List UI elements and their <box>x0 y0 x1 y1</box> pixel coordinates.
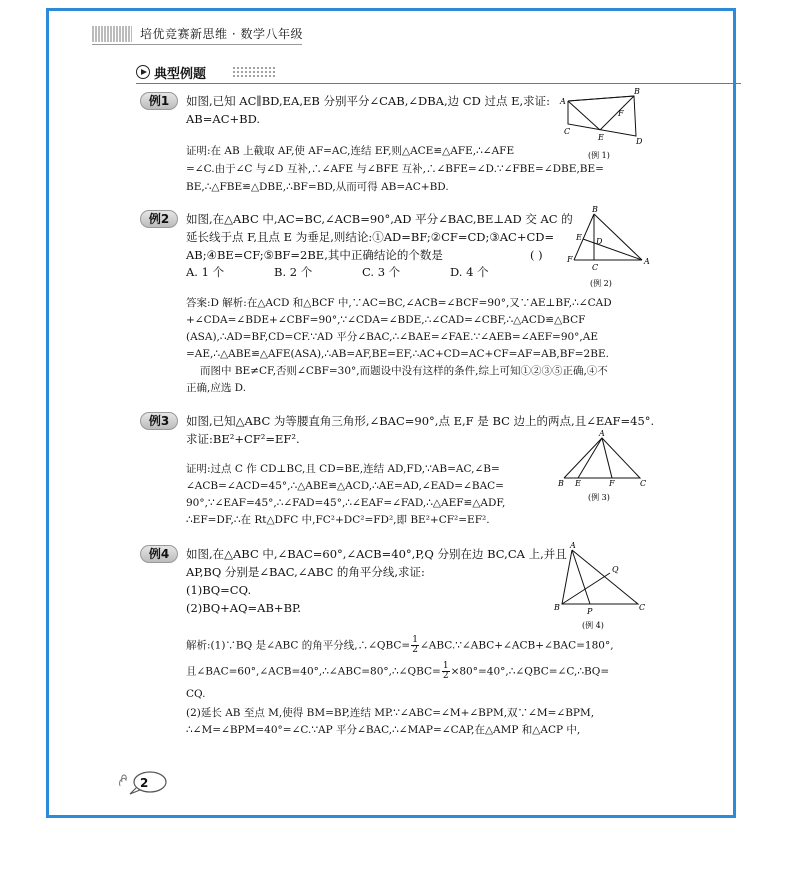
ex2-label-c: C <box>592 263 599 272</box>
ex2-label-d: D <box>596 237 603 246</box>
ex4-fraction-2-num: 1 <box>442 661 449 671</box>
ex3-proof-line-2: ∠ACB=∠ACD=45°,∴△ABE≌△ACD,∴AE=AD,∠EAD=∠BAC= <box>186 480 504 492</box>
page-number: 2 <box>140 776 149 790</box>
ex4-solution-line-4: (2)延长 AB 至点 M,使得 BM=BP,连结 MP.∵∠ABC=∠M+∠BPM,双∵∠M=∠BPM, <box>186 707 595 719</box>
ex1-proof-line-1: 证明:在 AB 上截取 AF,使 AF=AC,连结 EF,则△ACE≌△AFE,∴∠AFE <box>186 145 515 157</box>
ex4-fraction-half-1 <box>411 636 419 655</box>
section-dots <box>232 66 276 78</box>
ex2-option-c: C. 3 个 <box>362 265 401 279</box>
section-rule <box>136 83 741 84</box>
ex1-caption: (例 1) <box>588 151 610 160</box>
ex2-question-line-3: AB;④BE=CF;⑤BF=2BE,其中正确结论的个数是 <box>186 248 443 262</box>
ex4-label-a: A <box>570 541 576 550</box>
header-title: 培优竞赛新思维 · 数学八年级 <box>140 27 303 41</box>
ex3-question-line-1: 如图,已知△ABC 为等腰直角三角形,∠BAC=90°,点 E,F 是 BC 边上的两点,且∠EAF=45°. <box>186 414 655 428</box>
ex4-solution-line-2b: ×80°=40°,∴∠QBC=∠C,∴BQ= <box>450 665 610 678</box>
ex4-fraction-1-num: 1 <box>412 635 418 645</box>
ex1-label-a: A <box>560 97 566 106</box>
ex2-option-a: A. 1 个 <box>186 265 225 279</box>
ex2-analysis-line-2: +∠CDA=∠BDE+∠CBF=90°,∵∠CDA=∠BDE,∴∠CAD=∠CBF,∴△ACD≌△BCF <box>186 314 586 326</box>
ex2-option-b: B. 2 个 <box>274 265 313 279</box>
ex2-caption: (例 2) <box>590 279 612 288</box>
ex1-proof-line-3: BE,∴△FBE≌△DBE,∴BF=BD,从而可得 AB=AC+BD. <box>186 181 449 193</box>
ex4-question-line-2: AP,BQ 分别是∠BAC,∠ABC 的角平分线,求证: <box>186 565 425 579</box>
ex4-figure <box>552 540 652 634</box>
running-header <box>92 22 302 46</box>
ex3-proof-line-1: 证明:过点 C 作 CD⊥BC,且 CD=BE,连结 AD,FD,∵AB=AC,∠B= <box>186 463 500 475</box>
ex2-analysis-line-3: (ASA),∴AD=BF,CD=CF.∵AD 平分∠BAC,∴∠BAE=∠FAE.∵∠AEB=∠AEF=90°,AE <box>186 331 599 343</box>
ex4-label-p: P <box>587 607 593 616</box>
ex3-figure <box>556 428 656 504</box>
ex4-label-q: Q <box>612 565 619 574</box>
ex4-solution-line-1b: ∠ABC.∵∠ABC+∠ACB+∠BAC=180°, <box>419 639 614 652</box>
ex4-fraction-half-2 <box>442 662 450 681</box>
ex2-answer-paren: ( ) <box>530 248 543 262</box>
ex2-label-b: B <box>592 205 598 214</box>
example-3-badge: 例3 <box>140 412 178 430</box>
ex1-proof-line-2: =∠C.由于∠C 与∠D 互补,∴∠AFE 与∠BFE 互补,∴∠BFE=∠D.∵∠FBE=∠DBE,BE= <box>186 163 604 175</box>
ex2-label-f: F <box>567 255 573 264</box>
example-1-badge: 例1 <box>140 92 178 110</box>
section-title: 典型例题 <box>154 67 207 82</box>
ex1-label-d: D <box>636 137 643 146</box>
ex4-solution-line-3: CQ. <box>186 688 206 700</box>
ex2-analysis-line-4: =AE,∴△ABE≌△AFE(ASA),∴AB=AF,BE=EF,∴AC+CD=AC+CF=AF=AB,BF=2BE. <box>186 348 609 360</box>
ex3-label-a: A <box>599 429 605 438</box>
ex1-question-line-2: AB=AC+BD. <box>186 112 261 126</box>
ex4-fraction-2-den: 2 <box>442 671 449 681</box>
ex1-label-c: C <box>564 127 571 136</box>
header-rule <box>92 44 302 45</box>
ex1-question-line-1: 如图,已知 AC∥BD,EA,EB 分别平分∠CAB,∠DBA,边 CD 过点 E,求证: <box>186 94 551 108</box>
ex2-label-e: E <box>576 233 582 242</box>
ex2-option-d: D. 4 个 <box>450 265 489 279</box>
ex4-label-b: B <box>554 603 560 612</box>
ex4-solution-line-1a: 解析:(1)∵BQ 是∠ABC 的角平分线,∴∠QBC= <box>186 639 411 652</box>
ex2-question-line-1: 如图,在△ABC 中,AC=BC,∠ACB=90°,AD 平分∠BAC,BE⊥AD 交 AC 的 <box>186 212 573 226</box>
ex3-question-line-2: 求证:BE²+CF²=EF². <box>186 432 300 446</box>
ex3-label-e: E <box>575 479 581 488</box>
ex2-question-line-2: 延长线于点 F,且点 E 为垂足,则结论:①AD=BF;②CF=CD;③AC+CD= <box>186 230 555 244</box>
ex4-solution-line-5: ∴∠M=∠BPM=40°=∠C.∵AP 平分∠BAC,∴∠MAP=∠CAP,在△AMP 和△ACP 中, <box>186 724 581 736</box>
ex3-proof-line-3: 90°,∵∠EAF=45°,∴∠FAD=45°,∴∠EAF=∠FAD,∴△AEF≌△ADF, <box>186 497 506 509</box>
ex4-fraction-1-den: 2 <box>412 645 418 655</box>
ex2-figure <box>566 204 656 290</box>
ex4-solution-line-1 <box>186 636 614 655</box>
header-decoration <box>92 26 132 42</box>
ex1-label-b: B <box>634 87 640 96</box>
ex4-solution-line-2 <box>186 662 609 681</box>
ex4-caption: (例 4) <box>582 621 604 630</box>
ex3-proof-line-4: ∴EF=DF,∴在 Rt△DFC 中,FC²+DC²=FD²,即 BE²+CF²=EF². <box>186 514 490 526</box>
ex4-question-line-3: (1)BQ=CQ. <box>186 583 252 597</box>
ex3-caption: (例 3) <box>588 493 610 502</box>
example-2-badge: 例2 <box>140 210 178 228</box>
ex4-question-line-1: 如图,在△ABC 中,∠BAC=60°,∠ACB=40°,P,Q 分别在边 BC,CA 上,并且 <box>186 547 567 561</box>
ex3-label-c: C <box>640 479 647 488</box>
ex3-label-f: F <box>609 479 615 488</box>
ex2-analysis-line-1: 答案:D 解析:在△ACD 和△BCF 中,∵AC=BC,∠ACB=∠BCF=90°,又∵AE⊥BF,∴∠CAD <box>186 297 612 309</box>
example-4-badge: 例4 <box>140 545 178 563</box>
play-icon <box>136 65 150 79</box>
ex2-analysis-line-5: 而图中 BE≠CF,否则∠CBF=30°,而题设中没有这样的条件,综上可知①②③⑤正确,④不 <box>200 365 608 377</box>
ex2-label-a: A <box>644 257 650 266</box>
ex4-question-line-4: (2)BQ+AQ=AB+BP. <box>186 601 302 615</box>
ex1-figure <box>556 86 656 162</box>
ex2-analysis-line-6: 正确,应选 D. <box>186 382 247 394</box>
ex3-label-b: B <box>558 479 564 488</box>
ex1-label-f: F <box>618 109 624 118</box>
section-heading <box>136 63 746 83</box>
ex1-label-e: E <box>598 133 604 142</box>
ex4-label-c: C <box>639 603 646 612</box>
ex4-solution-line-2a: 且∠BAC=60°,∠ACB=40°,∴∠ABC=80°,∴∠QBC= <box>186 665 441 678</box>
